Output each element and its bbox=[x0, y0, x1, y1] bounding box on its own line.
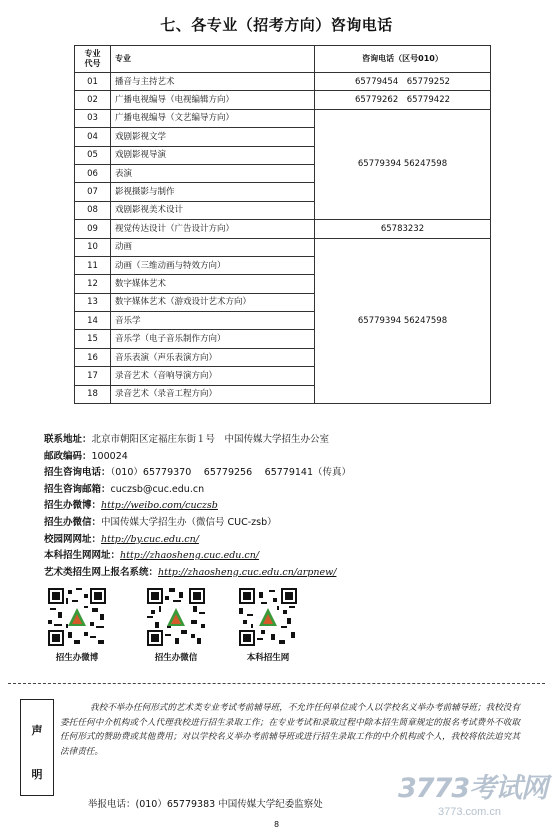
row-major: 录音艺术（音响导演方向） bbox=[111, 367, 315, 385]
email-link[interactable]: cuczsb@cuc.edu.cn bbox=[110, 483, 205, 495]
wechat-label: 招生办微信： bbox=[44, 516, 102, 528]
row-phone-merged: 65779394 56247598 bbox=[315, 109, 491, 219]
campus-link[interactable]: http://by.cuc.edu.cn/ bbox=[101, 533, 199, 545]
qr-caption-wechat: 招生办微信 bbox=[154, 653, 198, 663]
row-major: 音乐表演（声乐表演方向） bbox=[111, 348, 315, 366]
row-major: 戏剧影视美术设计 bbox=[111, 201, 315, 219]
row-major: 录音艺术（录音工程方向） bbox=[111, 385, 315, 403]
row-code: 03 bbox=[75, 109, 111, 127]
row-major: 播音与主持艺术 bbox=[111, 73, 315, 91]
weibo-row bbox=[44, 498, 514, 515]
table-row bbox=[75, 73, 491, 91]
row-major: 戏剧影视文学 bbox=[111, 128, 315, 146]
address-row bbox=[44, 432, 514, 449]
header-phone: 咨询电话（区号010） bbox=[315, 46, 491, 73]
weibo-link[interactable]: http://weibo.com/cuczsb bbox=[101, 500, 218, 512]
row-code: 10 bbox=[75, 238, 111, 256]
row-major: 广播电视编导（文艺编导方向） bbox=[111, 109, 315, 127]
row-major: 广播电视编导（电视编辑方向） bbox=[111, 91, 315, 109]
row-major: 音乐学 bbox=[111, 312, 315, 330]
header-major: 专业 bbox=[111, 46, 315, 73]
statement-label-box bbox=[20, 699, 54, 796]
watermark-url: 3773.com.cn bbox=[438, 806, 501, 818]
row-code: 08 bbox=[75, 201, 111, 219]
qr-code-undergrad-icon bbox=[239, 588, 297, 646]
address-label: 联系地址： bbox=[44, 434, 92, 445]
page-number: 8 bbox=[273, 820, 280, 829]
contact-info bbox=[44, 432, 514, 581]
table-row bbox=[75, 238, 491, 256]
campus-row bbox=[44, 532, 514, 549]
row-code: 06 bbox=[75, 164, 111, 182]
qr-code-wechat-icon bbox=[147, 588, 205, 646]
row-code: 13 bbox=[75, 293, 111, 311]
table-row bbox=[75, 220, 491, 238]
row-phone: 65779262 65779422 bbox=[315, 91, 491, 109]
row-major: 表演 bbox=[111, 164, 315, 182]
email-row bbox=[44, 482, 514, 499]
qr-code-weibo-icon bbox=[48, 588, 106, 646]
row-code: 09 bbox=[75, 220, 111, 238]
watermark-logo-text: 3773考试网 bbox=[398, 773, 548, 804]
row-major: 动画 bbox=[111, 238, 315, 256]
art-row bbox=[44, 565, 514, 582]
zip-value: 100024 bbox=[91, 450, 128, 462]
section-title: 七、各专业（招考方向）咨询电话 bbox=[160, 16, 393, 34]
campus-label: 校园网网址： bbox=[44, 533, 102, 545]
statement-label-top: 声 bbox=[31, 724, 43, 737]
art-link[interactable]: http://zhaosheng.cuc.edu.cn/arpnew/ bbox=[158, 566, 337, 578]
undergrad-link[interactable]: http://zhaosheng.cuc.edu.cn/ bbox=[120, 550, 260, 562]
email-label: 招生咨询邮箱： bbox=[44, 483, 111, 495]
row-phone-merged: 65779394 56247598 bbox=[315, 238, 491, 404]
row-code: 15 bbox=[75, 330, 111, 348]
row-code: 16 bbox=[75, 348, 111, 366]
table-header-row bbox=[75, 46, 491, 73]
row-code: 05 bbox=[75, 146, 111, 164]
row-major: 影视摄影与制作 bbox=[111, 183, 315, 201]
statement-text: 我校不举办任何形式的艺术类专业考试考前辅导班，不允许任何单位或个人以学校名义举办考前辅导班；我校没有委托任何中介机构或个人代理我校进行招生录取工作；在专业考试和录取过程中除本招生简章规定的报名考试费外不收取任何形式的赞助费或其他费用；对以学校名义举办考前辅导班或进行招生录取工作的中介机构或个人，我校将依法追究其法律责任。 bbox=[60, 703, 520, 757]
undergrad-row bbox=[44, 548, 514, 565]
table-row bbox=[75, 91, 491, 109]
zip-row bbox=[44, 449, 514, 466]
header-code bbox=[75, 46, 111, 73]
wechat-value: 中国传媒大学招生办（微信号 CUC-zsb） bbox=[101, 516, 277, 528]
qr-caption-undergrad: 本科招生网 bbox=[246, 653, 290, 663]
row-major: 数字媒体艺术 bbox=[111, 275, 315, 293]
phone-row bbox=[44, 465, 514, 482]
row-major: 戏剧影视导演 bbox=[111, 146, 315, 164]
report-phone-line: 举报电话：(010）65779383 中国传媒大学纪委监察处 bbox=[88, 799, 323, 810]
art-label: 艺术类招生网上报名系统： bbox=[44, 566, 159, 578]
row-code: 18 bbox=[75, 385, 111, 403]
address-value: 北京市朝阳区定福庄东街１号 中国传媒大学招生办公室 bbox=[91, 434, 330, 445]
row-phone: 65779454 65779252 bbox=[315, 73, 491, 91]
row-code: 04 bbox=[75, 128, 111, 146]
row-major: 视觉传达设计（广告设计方向） bbox=[111, 220, 315, 238]
statement-label-bottom: 明 bbox=[31, 768, 43, 781]
consult-phone-table bbox=[74, 45, 491, 404]
header-code-text: 专业 代号 bbox=[84, 49, 101, 68]
row-code: 07 bbox=[75, 183, 111, 201]
undergrad-label: 本科招生网网址： bbox=[44, 550, 121, 562]
row-code: 14 bbox=[75, 312, 111, 330]
row-code: 17 bbox=[75, 367, 111, 385]
phone-label: 招生咨询电话： bbox=[44, 467, 111, 479]
row-phone: 65783232 bbox=[315, 220, 491, 238]
row-code: 12 bbox=[75, 275, 111, 293]
row-code: 01 bbox=[75, 73, 111, 91]
zip-label: 邮政编码： bbox=[44, 450, 92, 462]
weibo-label: 招生办微博： bbox=[44, 500, 102, 512]
section-divider bbox=[8, 683, 545, 684]
table-row bbox=[75, 109, 491, 127]
row-code: 11 bbox=[75, 256, 111, 274]
row-code: 02 bbox=[75, 91, 111, 109]
qr-caption-weibo: 招生办微博 bbox=[55, 653, 99, 663]
row-major: 动画（三维动画与特效方向） bbox=[111, 256, 315, 274]
wechat-row bbox=[44, 515, 514, 532]
row-major: 音乐学（电子音乐制作方向） bbox=[111, 330, 315, 348]
row-major: 数字媒体艺术（游戏设计艺术方向） bbox=[111, 293, 315, 311]
phone-value: （010）65779370 65779256 65779141（传真） bbox=[110, 467, 351, 479]
